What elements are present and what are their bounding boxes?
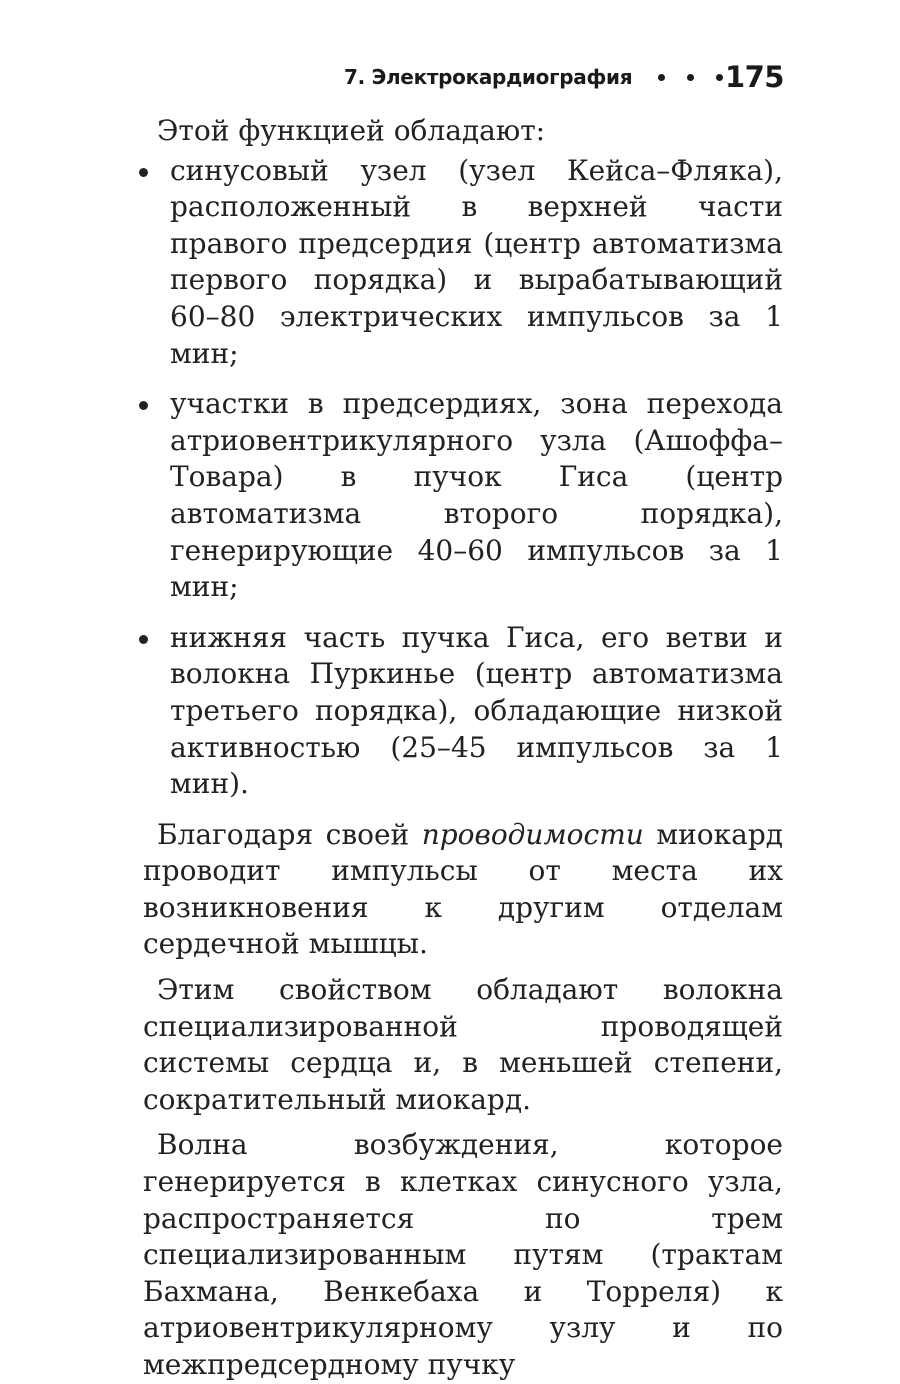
emphasis-term: проводимости — [421, 817, 644, 851]
paragraph-text: миокард проводит импульсы от места их возникновения к другим отделам сердечной мышцы. — [143, 817, 783, 961]
header-dot — [658, 74, 665, 81]
body-text — [143, 113, 783, 1384]
bullet-list — [143, 153, 783, 803]
list-item — [143, 386, 783, 606]
running-header — [344, 60, 784, 94]
bullet-icon — [139, 401, 148, 410]
list-item — [143, 153, 783, 373]
chapter-title: 7. Электрокардиография — [344, 65, 633, 89]
list-item — [143, 620, 783, 803]
bullet-icon — [139, 635, 148, 644]
header-dot — [716, 74, 723, 81]
lead-sentence: Этой функцией обладают: — [157, 114, 546, 147]
paragraph-text: Благодаря своей — [157, 817, 422, 851]
paragraph-conductivity — [143, 817, 783, 963]
header-dot — [687, 74, 694, 81]
paragraph-excitation-wave: Волна возбуждения, которое генерируется в клетках синусного узла, распространяется по трем специализированным путям (трактам Бахмана, Венкебаха и Торреля) к атриовентрикулярному узлу и по межпредсердному пучку — [143, 1128, 783, 1381]
list-item-text: нижняя часть пучка Гиса, его ветви и волокна Пуркинье (центр автоматизма третьего порядка), обладающие низкой активностью (25–45 импульсов за 1 мин). — [170, 620, 783, 801]
list-item-text: участки в предсердиях, зона перехода атриовентрикулярного узла (Ашоффа–Товара) в пучок Гиса (центр автоматизма второго порядка), генерирующие 40–60 импульсов за 1 мин; — [170, 387, 783, 604]
header-dots — [658, 74, 723, 81]
bullet-icon — [139, 168, 148, 177]
paragraph-conduction-system: Этим свойством обладают волокна специализированной проводящей системы сердца и, в меньшей степени, сократительный миокард. — [143, 973, 783, 1116]
page-number: 175 — [724, 60, 784, 94]
list-item-text: синусовый узел (узел Кейса–Фляка), расположенный в верхней части правого предсердия (центр автоматизма первого порядка) и вырабатывающий 60–80 электрических импульсов за 1 мин; — [170, 153, 783, 370]
